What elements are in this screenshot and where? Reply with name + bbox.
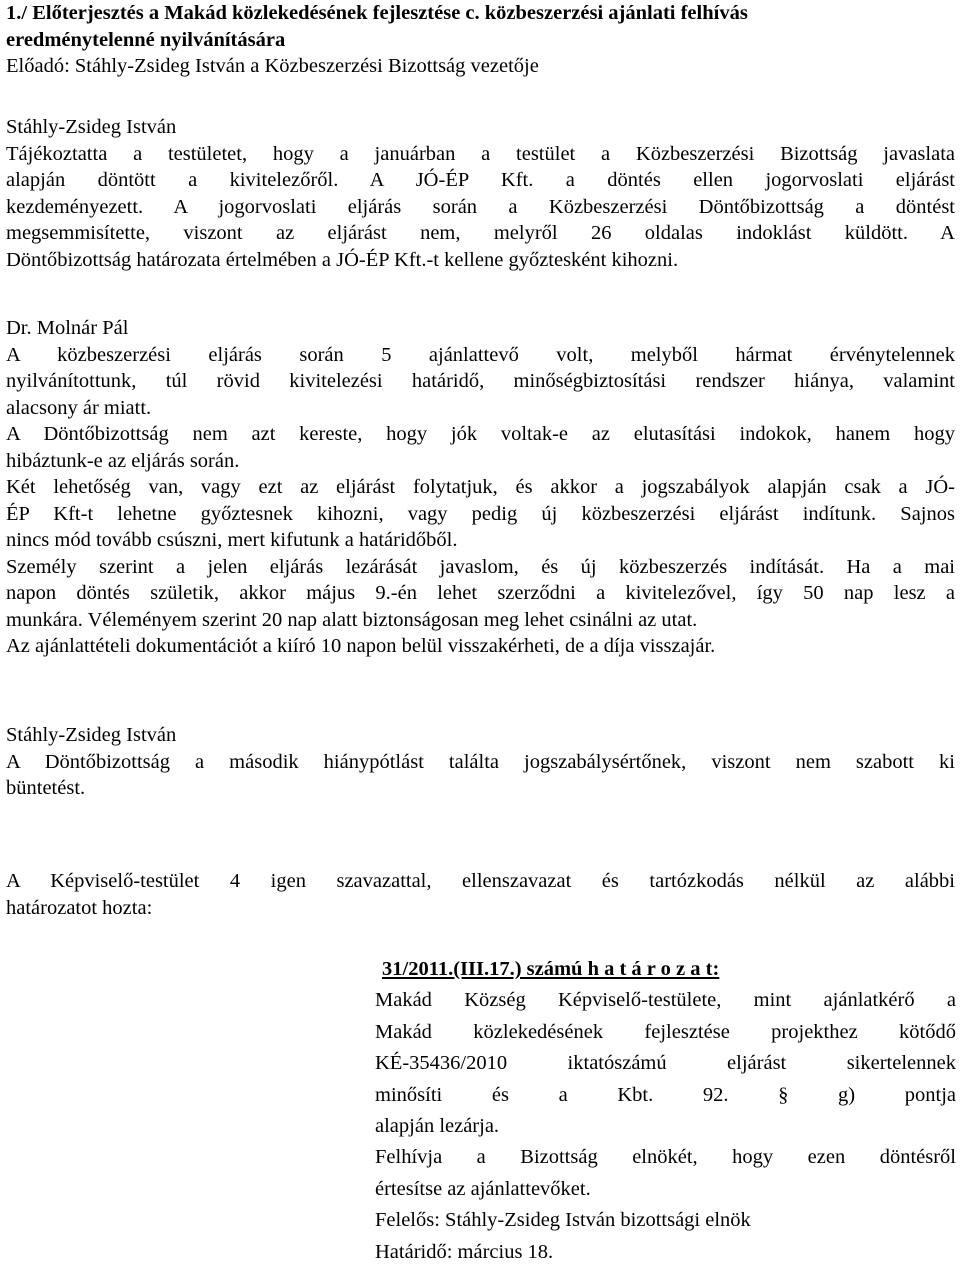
speech-line: megsemmisítette, viszont az eljárást nem, melyről 26 oldalas indoklást küldött. A — [6, 222, 955, 244]
resolution-line: Makád közlekedésének fejlesztése projekthez kötődő — [375, 1020, 956, 1043]
speaker-name: Dr. Molnár Pál — [6, 317, 129, 339]
speech-line: nyilvánítottunk, túl rövid kivitelezési határidő, minőségbiztosítási rendszer hiánya, valamint — [6, 370, 955, 392]
agenda-heading — [6, 0, 955, 80]
agenda-title-line-1: 1./ Előterjesztés a Makád közlekedésének fejlesztése c. közbeszerzési ajánlati felhívás — [6, 2, 748, 24]
speech-line: hibáztunk-e az eljárás során. — [6, 449, 240, 472]
speech-line: napon döntés születik, akkor május 9.-én lehet szerződni a kivitelezővel, így 50 nap lesz a — [6, 582, 955, 604]
speech-line: A Döntőbizottság nem azt kereste, hogy jók voltak-e az elutasítási indokok, hanem hogy — [6, 423, 955, 445]
speaker-name: Stáhly-Zsideg István — [6, 724, 177, 746]
speech-line: kezdeményezett. A jogorvoslati eljárás során a Közbeszerzési Döntőbizottság a döntést — [6, 195, 955, 218]
speech-line: Tájékoztatta a testületet, hogy a januárban a testület a Közbeszerzési Bizottság javaslata — [6, 142, 955, 165]
presenter-line: Előadó: Stáhly-Zsideg István a Közbeszerzési Bizottság vezetője — [6, 55, 539, 77]
speech-line: alapján döntött a kivitelezőről. A JÓ-ÉP Kft. a döntés ellen jogorvoslati eljárást — [6, 169, 955, 191]
resolution-line: alapján lezárja. — [375, 1114, 500, 1137]
speaker-name: Stáhly-Zsideg István — [6, 116, 177, 138]
resolution-block — [375, 954, 956, 1268]
vote-line: határozatot hozta: — [6, 896, 153, 919]
speech-line: Döntőbizottság határozata értelmében a JÓ-ÉP Kft.-t kellene győztesként kihozni. — [6, 248, 679, 271]
speech-line: A közbeszerzési eljárás során 5 ajánlattevő volt, melyből hármat érvénytelennek — [6, 343, 955, 366]
resolution-title: 31/2011.(III.17.) számú h a t á r o z a t: — [382, 958, 720, 980]
agenda-title-line-2: eredménytelenné nyilvánítására — [6, 28, 286, 51]
speech-line: Személy szerint a jelen eljárás lezárását javaslom, és új közbeszerzés indítását. Ha a mai — [6, 555, 955, 578]
speech-line: A Döntőbizottság a második hiánypótlást találta jogszabálysértőnek, viszont nem szabott ki — [6, 750, 955, 773]
speech-stahly-2 — [6, 722, 955, 802]
speech-line: büntetést. — [6, 777, 86, 799]
resolution-line: értesítse az ajánlattevőket. — [375, 1177, 591, 1200]
resolution-line: Makád Község Képviselő-testülete, mint ajánlatkérő a — [375, 989, 956, 1012]
speech-molnar — [6, 315, 955, 660]
speech-stahly-1 — [6, 114, 955, 273]
vote-statement — [6, 868, 955, 921]
resolution-line: KÉ-35436/2010 iktatószámú eljárást sikertelennek — [375, 1052, 956, 1075]
resolution-line: minősíti és a Kbt. 92. § g) pontja — [375, 1083, 956, 1106]
speech-line: munkára. Véleményem szerint 20 nap alatt biztonságosan meg lehet csinálni az utat. — [6, 608, 698, 631]
speech-line: alacsony ár miatt. — [6, 396, 152, 419]
speech-line: Az ajánlattételi dokumentációt a kiíró 10 napon belül visszakérheti, de a díja visszajár. — [6, 635, 716, 657]
speech-line: Két lehetőség van, vagy ezt az eljárást folytatjuk, és akkor a jogszabályok alapján csak a JÓ- — [6, 476, 955, 498]
speech-line: ÉP Kft-t lehetne győztesnek kihozni, vagy pedig új közbeszerzési eljárást indítunk. Sajnos — [6, 502, 955, 525]
vote-line: A Képviselő-testület 4 igen szavazattal, ellenszavazat és tartózkodás nélkül az alábbi — [6, 870, 955, 892]
resolution-line: Határidő: március 18. — [375, 1240, 554, 1263]
resolution-line: Felelős: Stáhly-Zsideg István bizottsági elnök — [375, 1209, 751, 1232]
speech-line: nincs mód tovább csúszni, mert kifutunk a határidőből. — [6, 529, 458, 551]
resolution-line: Felhívja a Bizottság elnökét, hogy ezen döntésről — [375, 1146, 956, 1169]
